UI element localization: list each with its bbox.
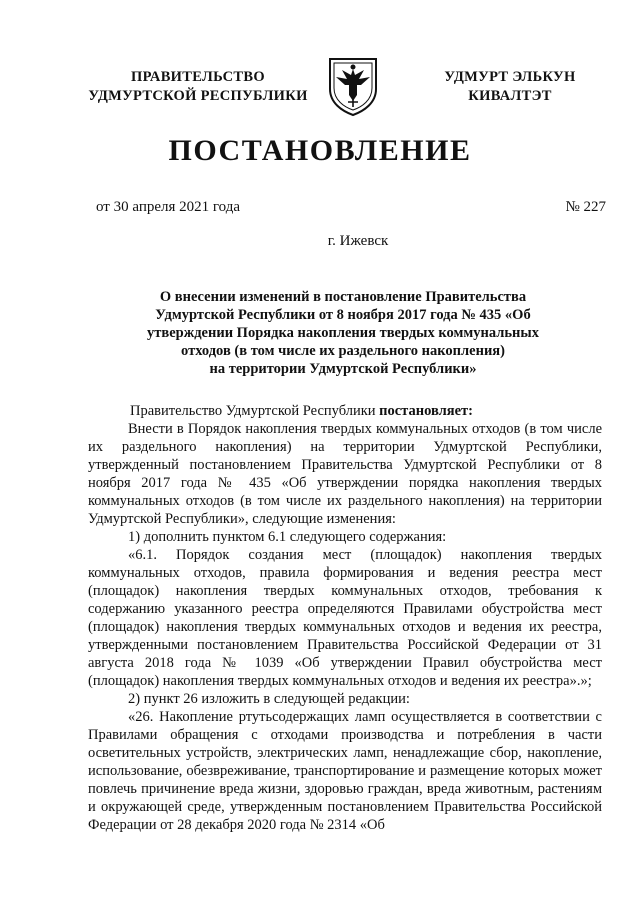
body-paragraph: Внести в Порядок накопления твердых коммунальных отходов (в том числе их раздельного накопления) на территории Удмуртской Республики, утвержденный постановлением Правительства Удмуртской Республики от 8 ноября 2017 года № 435 «Об утверждении порядка накопления твердых коммунальных отходов (в том числе их раздельного накопления) на территории Удмуртской Республики», следующие изменения:	[88, 421, 602, 527]
subject-line: на территории Удмуртской Республики»	[209, 361, 477, 377]
issuer-line-2: УДМУРТСКОЙ РЕСПУБЛИКИ	[88, 88, 308, 104]
subject-line: Удмуртской Республики от 8 ноября 2017 года № 435 «Об	[155, 307, 531, 323]
intro-paragraph	[88, 402, 602, 420]
body-paragraph: «26. Накопление ртутьсодержащих ламп осуществляется в соответствии с Правилами обращения с отходами производства и потребления в части осветительных устройств, электрических ламп, ненадлежащие сбор, накопление, использование, обезвреживание, транспортирование и размещение которых может повлечь причинение вреда жизни, здоровью граждан, вреда животным, растениям и окружающей среде, утвержденным постановлением Правительства Российской Федерации от 28 декабря 2020 года № 2314 «Об	[88, 709, 602, 833]
issuer-line-1: ПРАВИТЕЛЬСТВО	[131, 69, 265, 85]
body-paragraph: «6.1. Порядок создания мест (площадок) накопления твердых коммунальных отходов, правила формирования и ведения реестра мест (площадок) накопления твердых коммунальных отходов, требования к содержанию указанного реестра определяются Правилами обустройства мест (площадок) накопления твердых коммунальных отходов и ведения их реестра, утвержденными постановлением Правительства Российской Федерации от 31 августа 2018 года № 1039 «Об утверждении Правил обустройства мест (площадок) накопления твердых коммунальных отходов и ведения их реестра».»;	[88, 547, 602, 689]
intro-text: Правительство Удмуртской Республики	[130, 403, 380, 419]
subject-line: отходов (в том числе их раздельного накопления)	[181, 343, 505, 359]
issuer-name-russian	[78, 68, 318, 106]
body-paragraph: 2) пункт 26 изложить в следующей редакции:	[128, 691, 410, 707]
subject-line: О внесении изменений в постановление Правительства	[159, 289, 527, 305]
intro-verb: постановляет:	[379, 403, 473, 419]
document-title: ПОСТАНОВЛЕНИЕ	[168, 134, 472, 167]
document-subject	[120, 288, 566, 378]
coat-of-arms-icon	[326, 55, 380, 117]
document-body	[88, 402, 602, 834]
document-number: № 227	[565, 199, 606, 215]
issuer-name-udmurt	[420, 68, 600, 106]
issuer-udmurt-line-1: УДМУРТ ЭЛЬКУН	[444, 69, 576, 85]
document-date: от 30 апреля 2021 года	[96, 199, 241, 215]
document-city: г. Ижевск	[327, 233, 389, 249]
body-paragraph: 1) дополнить пунктом 6.1 следующего содержания:	[128, 529, 447, 545]
subject-line: утверждении Порядка накопления твердых коммунальных	[147, 325, 539, 341]
issuer-udmurt-line-2: КИВАЛТЭТ	[468, 88, 552, 104]
